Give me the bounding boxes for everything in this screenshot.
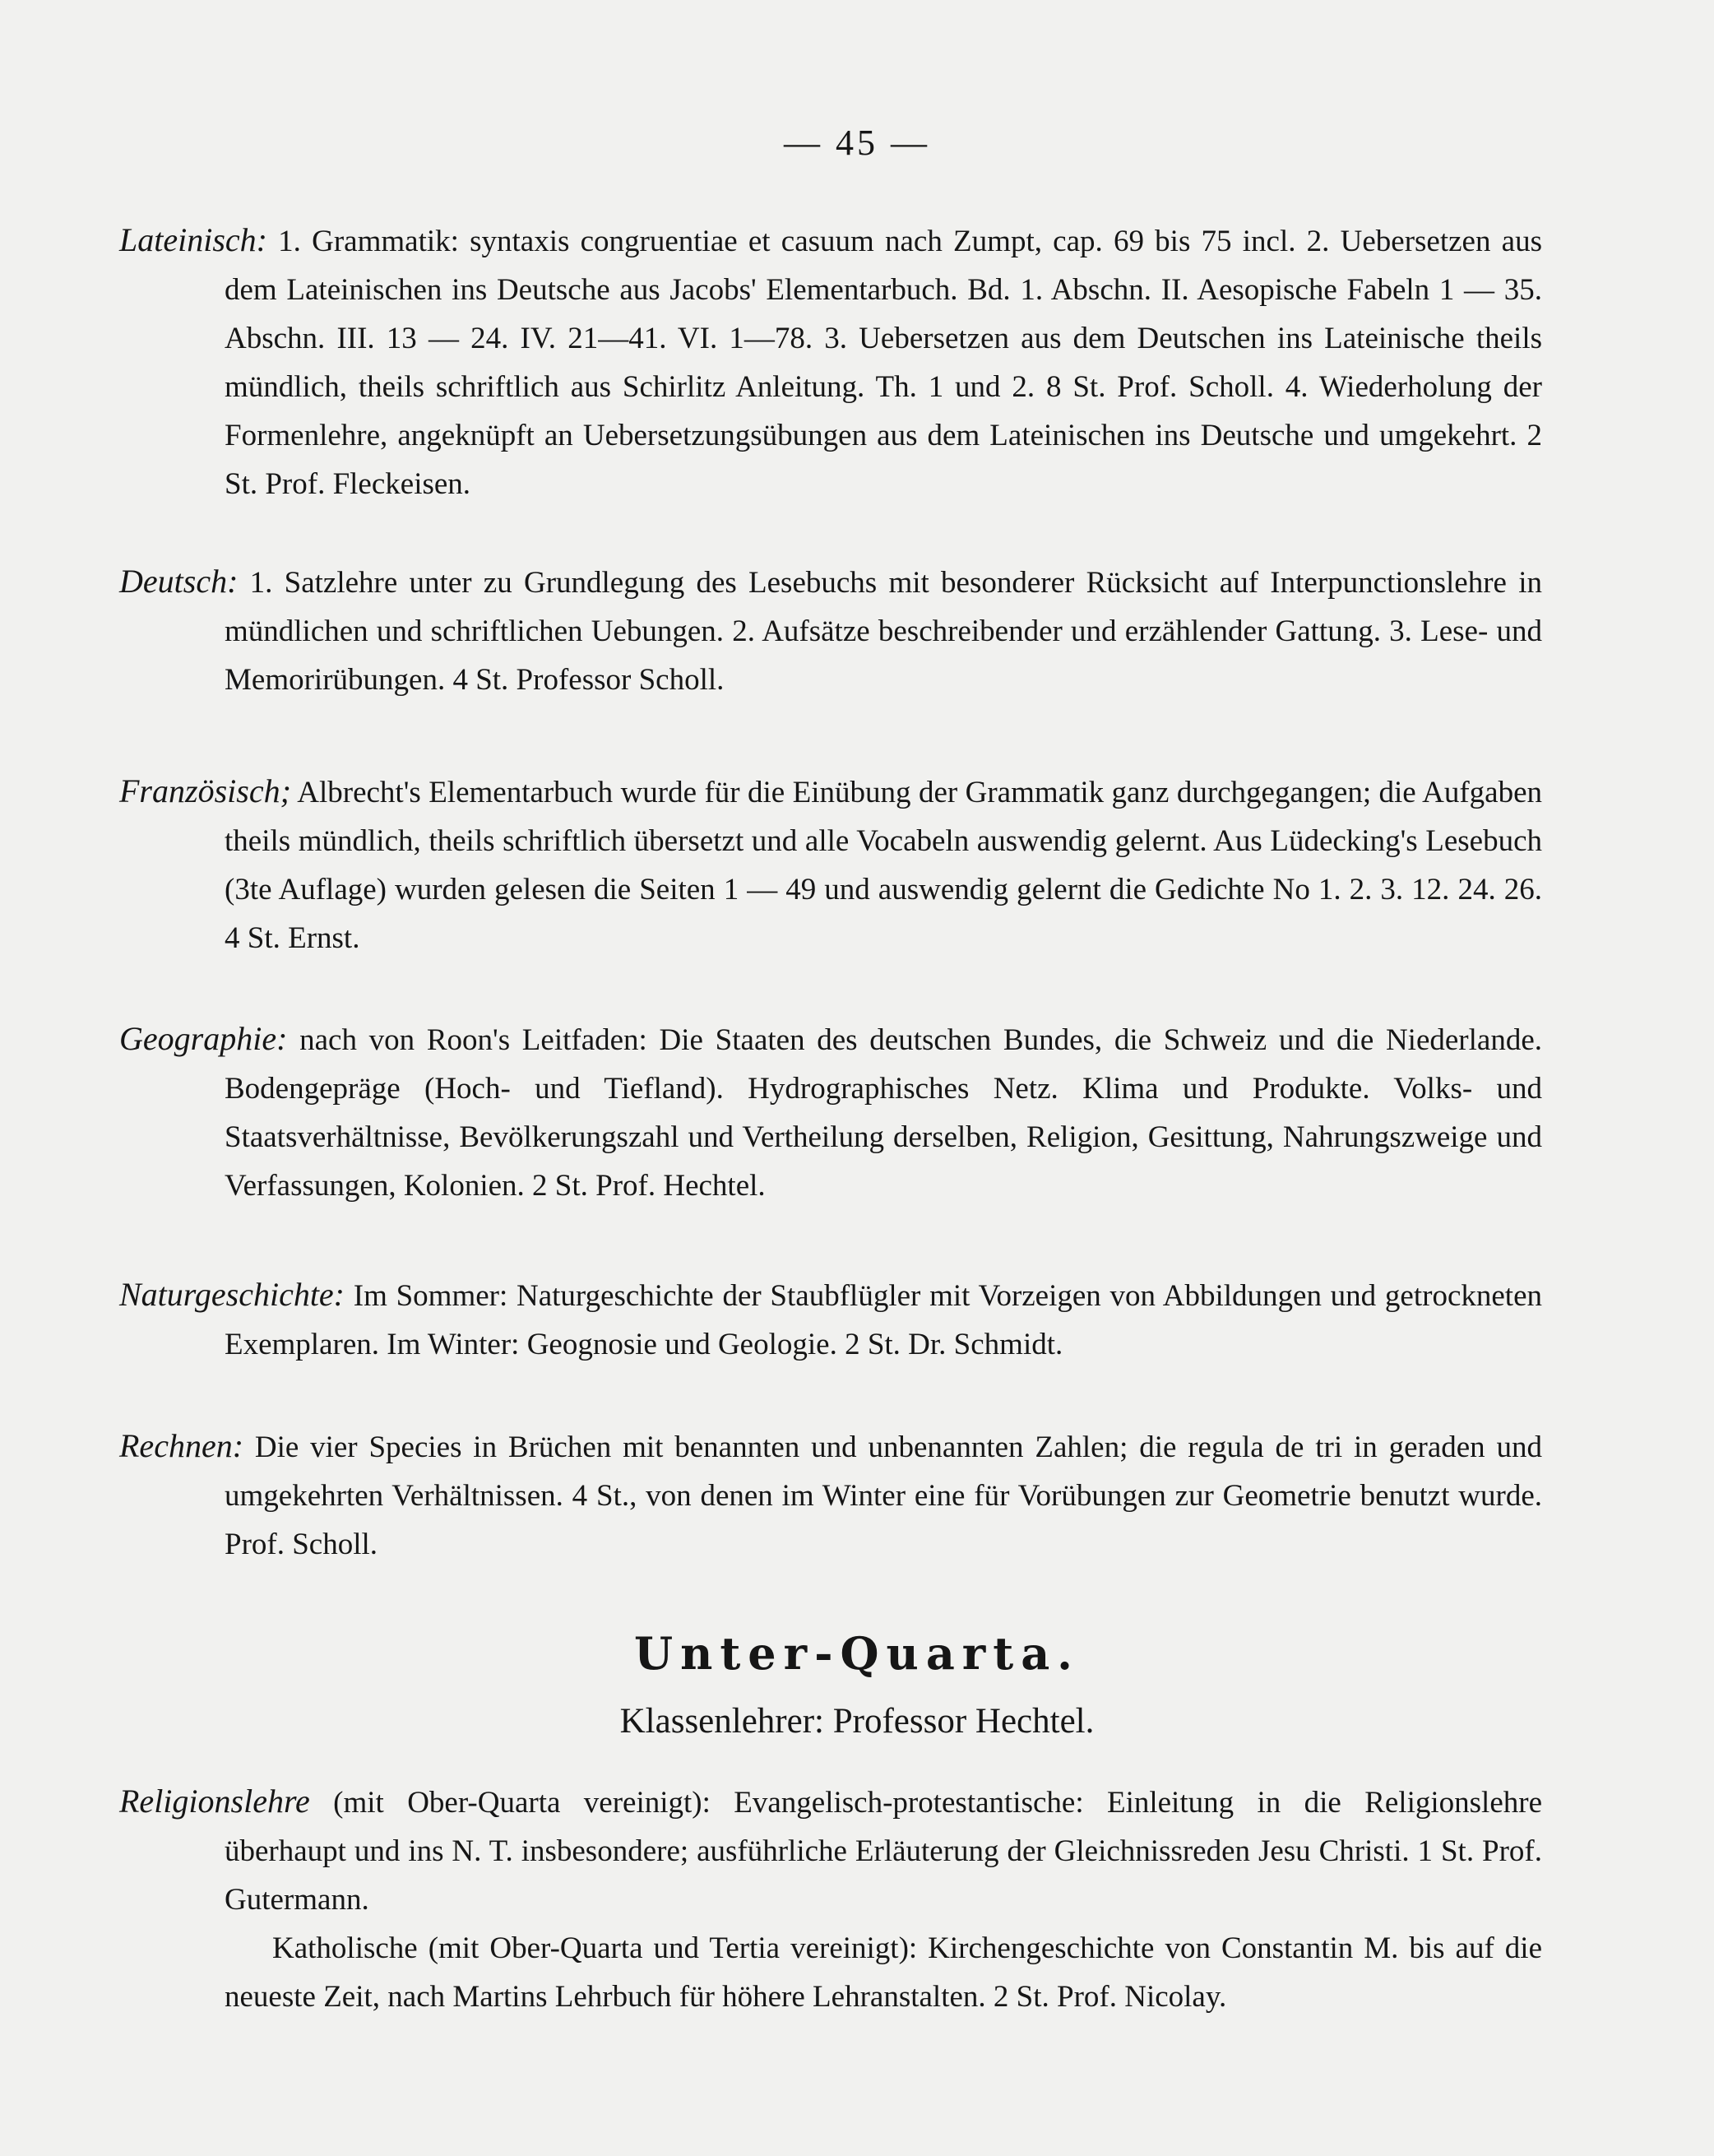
section-text: nach von Roon's Leitfaden: Die Staaten des deutschen Bundes, die Schweiz und die Niederlande. Bodengepräge (Hoch- und Tiefland). Hydrographisches Netz. Klima und Produkte. Volks- und Staatsverhältnisse, Bevölkerungszahl und Vertheilung derselben, Religion, Gesittung, Nahrungszweige und Verfassungen, Kolonien. 2 St. Prof. Hechtel. xyxy=(225,1023,1542,1203)
class-heading: Unter-Quarta. xyxy=(634,1627,1080,1680)
section-label: Französisch; xyxy=(119,772,291,809)
section-text-catholic: Katholische (mit Ober-Quarta und Tertia vereinigt): Kirchengeschichte von Constantin M. bis auf die neueste Zeit, nach Martins Lehrbuch für höhere Lehranstalten. 2 St. Prof. Nicolay. xyxy=(225,1931,1542,2014)
section-naturgeschichte xyxy=(119,1270,1542,1369)
section-label: Religionslehre xyxy=(119,1783,310,1820)
section-geographie xyxy=(119,1014,1542,1210)
section-label: Rechnen: xyxy=(119,1427,244,1464)
section-text: Im Sommer: Naturgeschichte der Staubflügler mit Vorzeigen von Abbildungen und getrockneten Exemplaren. Im Winter: Geognosie und Geologie. 2 St. Dr. Schmidt. xyxy=(225,1279,1542,1361)
section-lateinisch xyxy=(119,216,1542,508)
section-deutsch xyxy=(119,557,1542,704)
section-text: 1. Grammatik: syntaxis congruentiae et casuum nach Zumpt, cap. 69 bis 75 incl. 2. Uebersetzen aus dem Lateinischen ins Deutsche aus Jacobs' Elementarbuch. Bd. 1. Abschn. II. Aesopische Fabeln 1 — 35. Abschn. III. 13 — 24. IV. 21—41. VI. 1—78. 3. Uebersetzen aus dem Deutschen ins Lateinische theils mündlich, theils schriftlich aus Schirlitz Anleitung. Th. 1 und 2. 8 St. Prof. Scholl. 4. Wiederholung der Formenlehre, angeknüpft an Uebersetzungsübungen aus dem Lateinischen ins Deutsche und umgekehrt. 2 St. Prof. Fleckeisen. xyxy=(225,225,1542,501)
section-text: Albrecht's Elementarbuch wurde für die Einübung der Grammatik ganz durchgegangen; die Aufgaben theils mündlich, theils schriftlich übersetzt und alle Vocabeln auswendig gelernt. Aus Lüdecking's Lesebuch (3te Auflage) wurden gelesen die Seiten 1 — 49 und auswendig gelernt die Gedichte No 1. 2. 3. 12. 24. 26. 4 St. Ernst. xyxy=(225,776,1542,955)
class-teacher: Klassenlehrer: Professor Hechtel. xyxy=(619,1702,1095,1741)
section-text: Die vier Species in Brüchen mit benannten und unbenannten Zahlen; die regula de tri in geraden und umgekehrten Verhältnissen. 4 St., von denen im Winter eine für Vorübungen zur Geometrie benutzt wurde. Prof. Scholl. xyxy=(225,1430,1542,1561)
section-label: Deutsch: xyxy=(119,563,239,600)
section-franzoesisch xyxy=(119,767,1542,962)
section-text: (mit Ober-Quarta vereinigt): Evangelisch-protestantische: Einleitung in die Religionslehre überhaupt und ins N. T. insbesondere; ausführliche Erläuterung der Gleichnissreden Jesu Christi. 1 St. Prof. Gutermann. xyxy=(225,1786,1542,1917)
section-religionslehre xyxy=(119,1777,1542,2021)
section-label: Naturgeschichte: xyxy=(119,1276,345,1313)
section-label: Geographie: xyxy=(119,1020,288,1057)
section-label: Lateinisch: xyxy=(119,221,267,258)
section-rechnen xyxy=(119,1421,1542,1569)
section-text: 1. Satzlehre unter zu Grundlegung des Lesebuchs mit besonderer Rücksicht auf Interpunctionslehre in mündlichen und schriftlichen Uebungen. 2. Aufsätze beschreibender und erzählender Gattung. 3. Lese- und Memorirübungen. 4 St. Professor Scholl. xyxy=(225,566,1542,697)
page-number: — 45 — xyxy=(784,123,930,163)
